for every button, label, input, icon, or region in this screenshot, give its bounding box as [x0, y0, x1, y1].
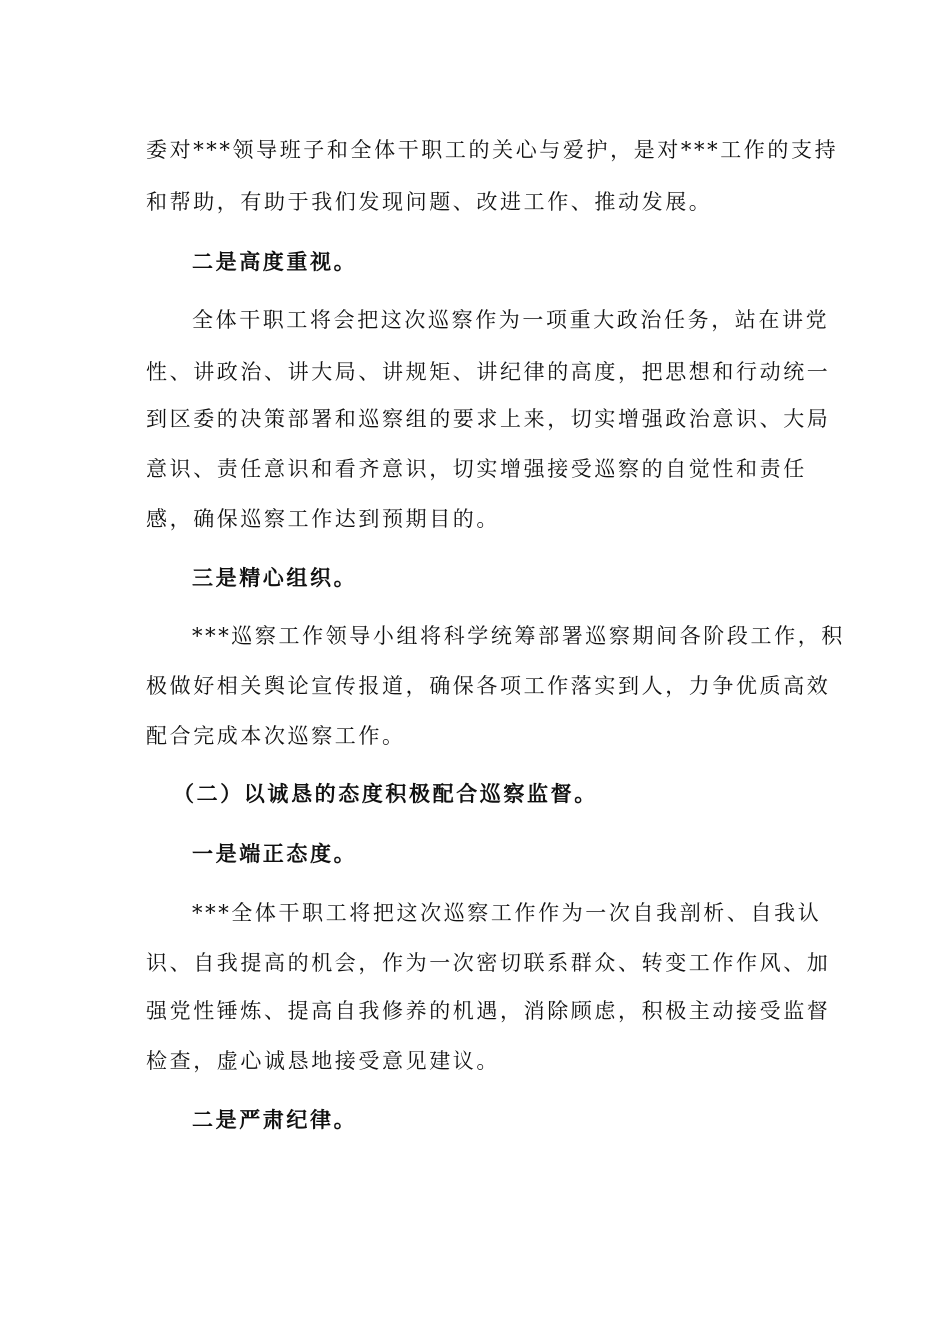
- paragraph-line: 性、讲政治、讲大局、讲规矩、讲纪律的高度，把思想和行动统一: [146, 360, 831, 384]
- paragraph-line: ***巡察工作领导小组将科学统筹部署巡察期间各阶段工作，积: [192, 624, 845, 648]
- paragraph-line: 强党性锤炼、提高自我修养的机遇，消除顾虑，积极主动接受监督: [146, 999, 831, 1023]
- paragraph-line: 委对***领导班子和全体干职工的关心与爱护，是对***工作的支持: [146, 138, 839, 162]
- paragraph-line: 极做好相关舆论宣传报道，确保各项工作落实到人，力争优质高效: [146, 674, 831, 698]
- heading-duanzheng-taidu: 一是端正态度。: [192, 842, 358, 866]
- paragraph-line: 意识、责任意识和看齐意识，切实增强接受巡察的自觉性和责任: [146, 457, 807, 481]
- paragraph-line: 感，确保巡察工作达到预期目的。: [146, 507, 500, 531]
- paragraph-line: 检查，虚心诚恳地接受意见建议。: [146, 1049, 500, 1073]
- paragraph-line: 全体干职工将会把这次巡察作为一项重大政治任务，站在讲党: [192, 308, 830, 332]
- heading-gaodu-zhongshi: 二是高度重视。: [192, 250, 358, 274]
- paragraph-line: 和帮助，有助于我们发现问题、改进工作、推动发展。: [146, 190, 713, 214]
- paragraph-line: 到区委的决策部署和巡察组的要求上来，切实增强政治意识、大局: [146, 407, 831, 431]
- paragraph-line: ***全体干职工将把这次巡察工作作为一次自我剖析、自我认: [192, 901, 822, 925]
- heading-jingxin-zuzhi: 三是精心组织。: [192, 566, 358, 590]
- paragraph-line: 配合完成本次巡察工作。: [146, 724, 406, 748]
- paragraph-line: 识、自我提高的机会，作为一次密切联系群众、转变工作作风、加: [146, 951, 831, 975]
- heading-yansu-jilv: 二是严肃纪律。: [192, 1108, 358, 1132]
- section-heading-two: （二）以诚恳的态度积极配合巡察监督。: [173, 782, 598, 806]
